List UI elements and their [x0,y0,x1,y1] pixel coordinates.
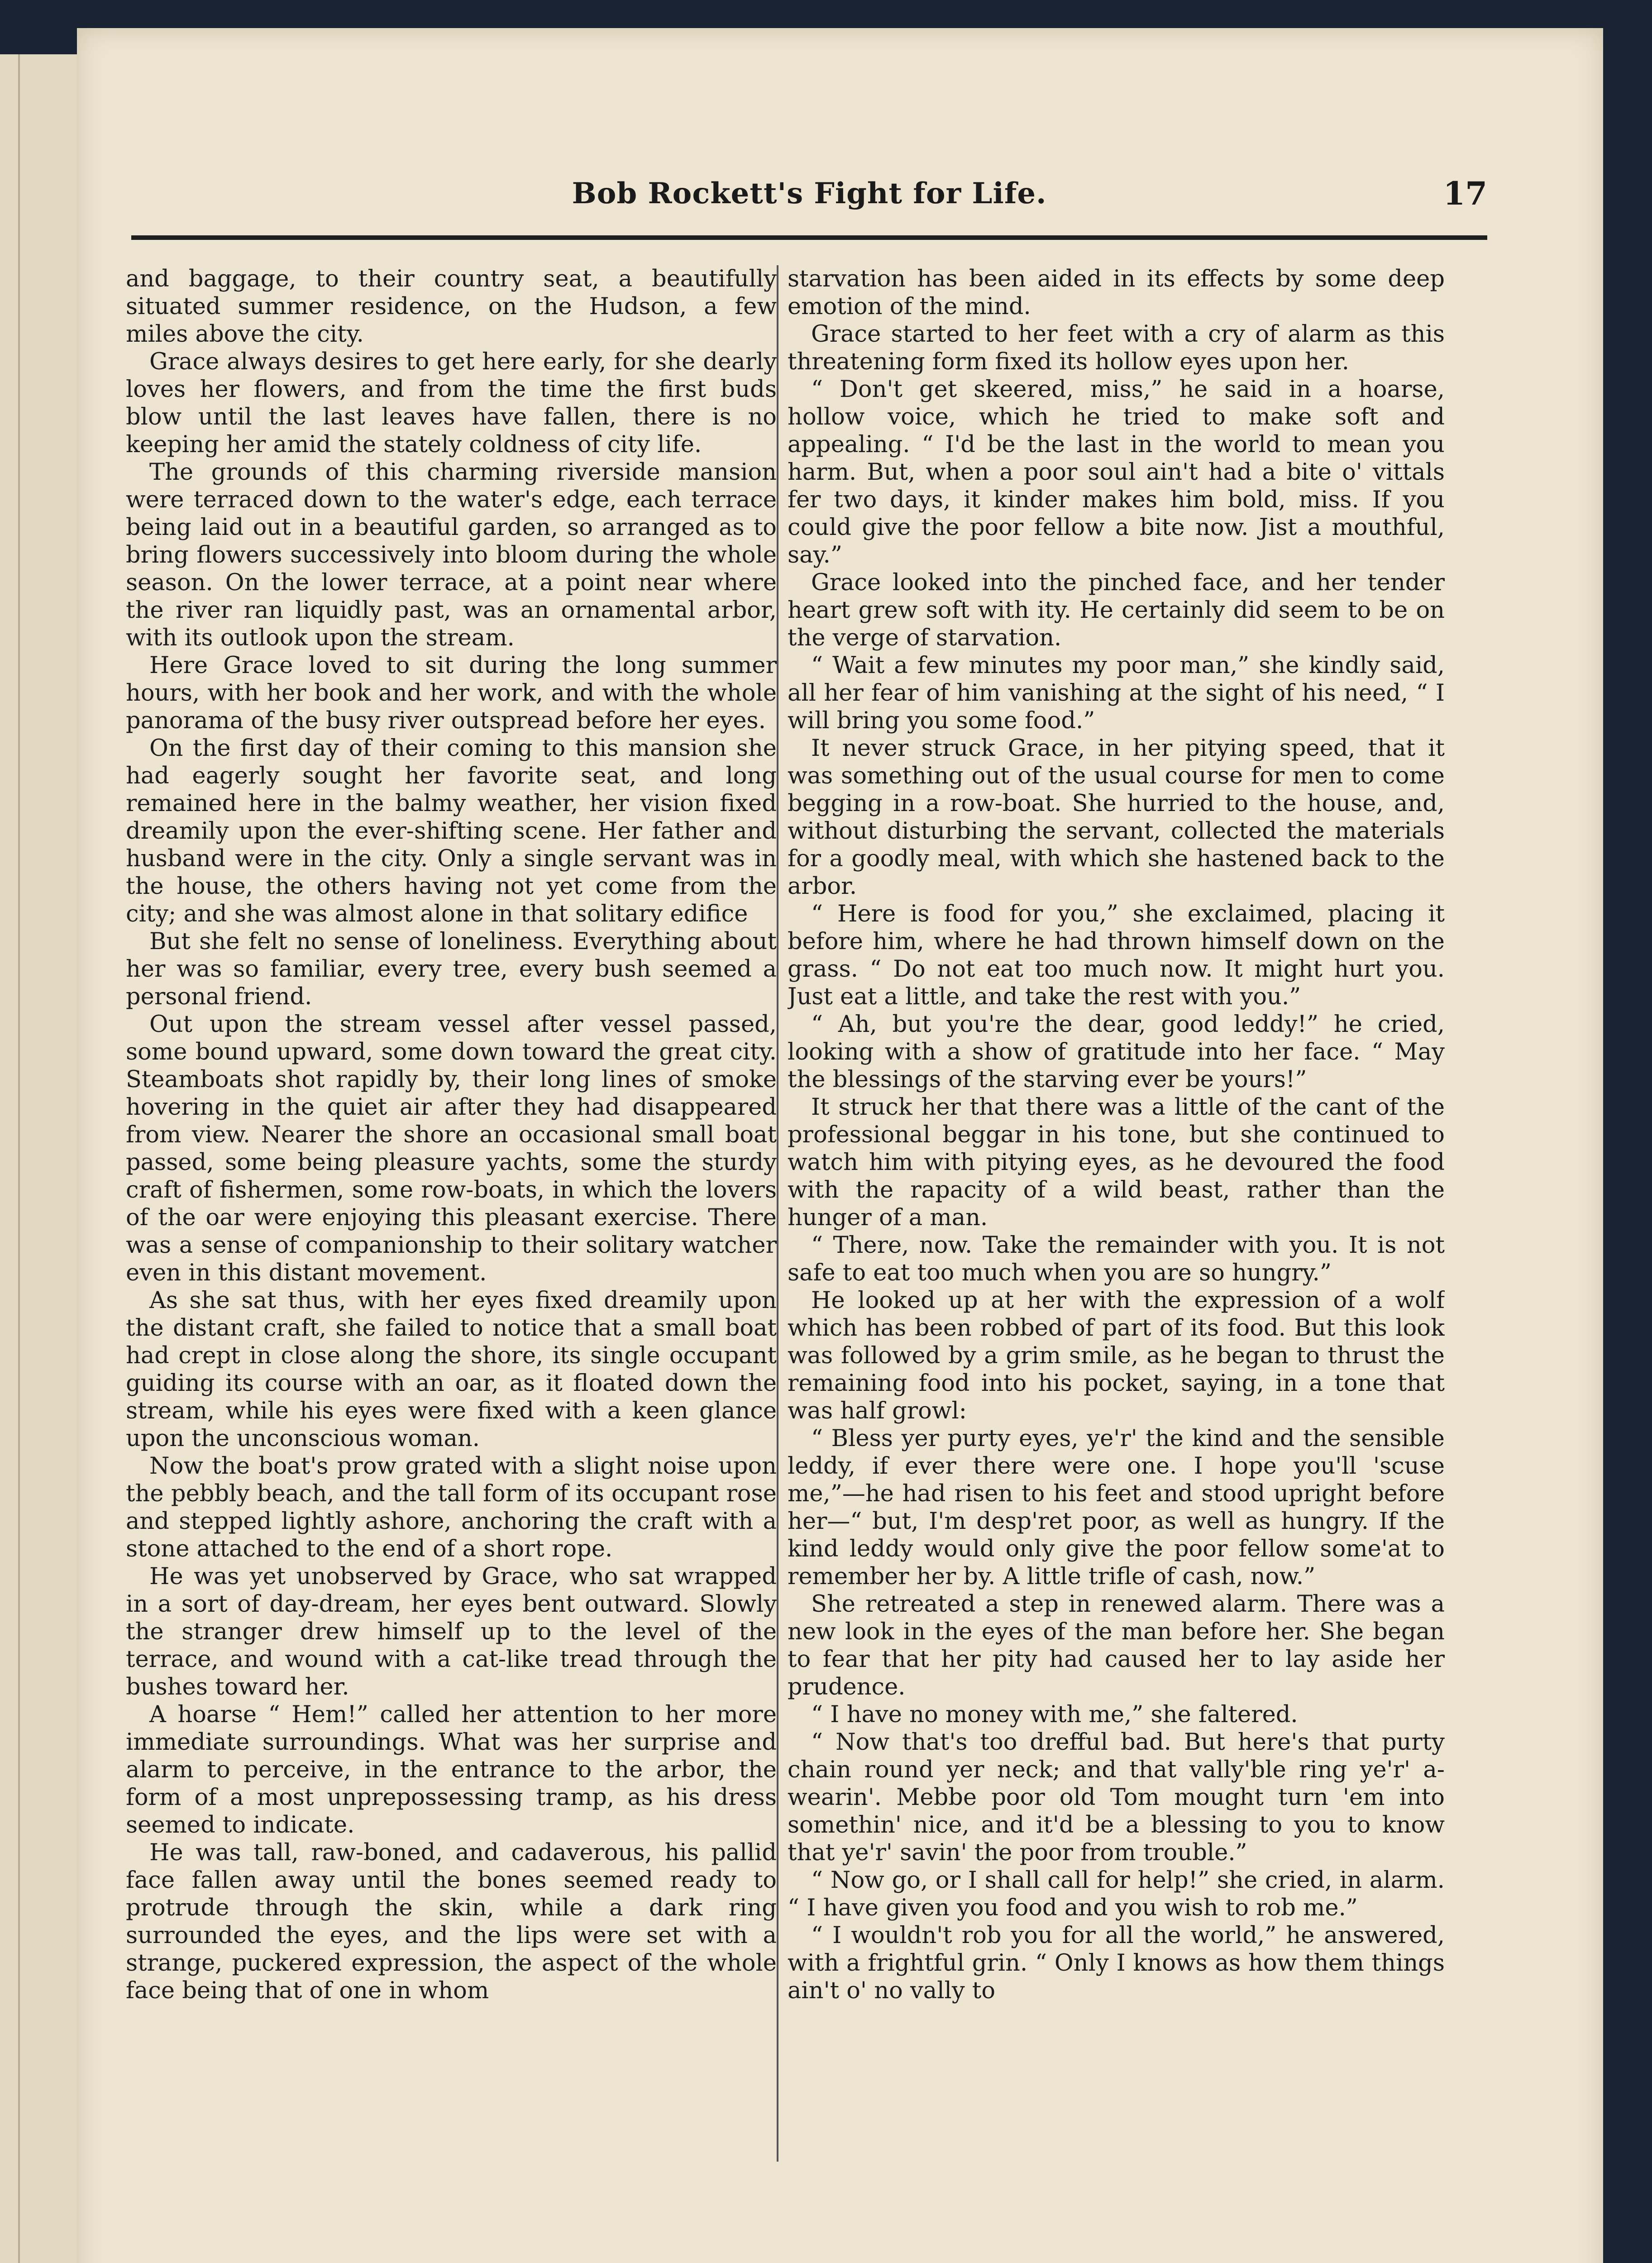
paragraph: A hoarse “ Hem!” called her attention to her more immediate surroundings. What was her surprise and alarm to perceive, in the entrance to the arbor, the form of a most unprepossessing tramp, as his dress seemed to indicate. [126,1701,777,1838]
paragraph: Grace started to her feet with a cry of alarm as this threatening form fixed its hollow eyes upon her. [788,321,1445,375]
paragraph: “ Bless yer purty eyes, ye'r' the kind and the sensible leddy, if ever there were one. I hope you'll 'scuse me,”—he had risen to his feet and stood upright before her—“ but, I'm desp'ret poor, as well as hungry. If the kind leddy would only give the poor fellow some'at to remember her by. A little trifle of cash, now.” [788,1425,1445,1590]
paragraph: “ There, now. Take the remainder with you. It is not safe to eat too much when you are so hungry.” [788,1232,1445,1286]
paragraph: and baggage, to their country seat, a beautifully situated summer residence, on the Hudson, a few miles above the city. [126,266,777,348]
paragraph: Now the boat's prow grated with a slight noise upon the pebbly beach, and the tall form of its occupant rose and stepped lightly ashore, anchoring the craft with a stone attached to the end of a short rope. [126,1453,777,1562]
paragraph: On the first day of their coming to this mansion she had eagerly sought her favorite seat, and long remained here in the balmy weather, her vision fixed dreamily upon the ever-shifting scene. Her father and husband were in the city. Only a single servant was in the house, the others having not yet come from the city; and she was almost alone in that solitary edifice [126,735,777,927]
paragraph: She retreated a step in renewed alarm. There was a new look in the eyes of the man before her. She began to fear that her pity had caused her to lay aside her prudence. [788,1591,1445,1700]
paragraph: “ Wait a few minutes my poor man,” she kindly said, all her fear of him vanishing at the sight of his need, “ I will bring you some food.” [788,652,1445,734]
paragraph: It never struck Grace, in her pitying speed, that it was something out of the usual course for men to come begging in a row-boat. She hurried to the house, and, without disturbing the servant, collected the materials for a goodly meal, with which she hastened back to the arbor. [788,735,1445,900]
running-head [131,177,1487,226]
paragraph: starvation has been aided in its effects by some deep emotion of the mind. [788,266,1445,320]
paragraph: “ I have no money with me,” she faltered. [811,1701,1298,1728]
paragraph: The grounds of this charming riverside mansion were terraced down to the water's edge, each terrace being laid out in a beautiful garden, so arranged as to bring flowers successively into bloom during the whole season. On the lower terrace, at a point near where the river ran liquidly past, was an ornamental arbor, with its outlook upon the stream. [126,459,777,651]
header-rule [131,235,1487,240]
paragraph: Out upon the stream vessel after vessel passed, some bound upward, some down toward the great city. Steamboats shot rapidly by, their long lines of smoke hovering in the quiet air after they had disappeared from view. Nearer the shore an occasional small boat passed, some being pleasure yachts, some the sturdy craft of fishermen, some row-boats, in which the lovers of the oar were enjoying this pleasant exercise. There was a sense of companionship to their solitary watcher even in this distant movement. [126,1011,777,1286]
paragraph: “ Don't get skeered, miss,” he said in a hoarse, hollow voice, which he tried to make soft and appealing. “ I'd be the last in the world to mean you harm. But, when a poor soul ain't had a bite o' vittals fer two days, it kinder makes him bold, miss. If you could give the poor fellow a bite now. Jist a mouthful, say.” [788,376,1445,568]
book-spine [0,54,80,2263]
column-divider [777,265,778,2162]
paragraph: Grace looked into the pinched face, and her tender heart grew soft with ity. He certainly did seem to be on the verge of starvation. [788,569,1445,651]
paragraph: Grace always desires to get here early, for she dearly loves her flowers, and from the time the first buds blow until the last leaves have fallen, there is no keeping her amid the stately coldness of city life. [126,349,777,458]
paragraph: “ Ah, but you're the dear, good leddy!” he cried, looking with a show of gratitude into her face. “ May the blessings of the starving ever be yours!” [788,1011,1445,1093]
paragraph: “ Now go, or I shall call for help!” she cried, in alarm. “ I have given you food and you wish to rob me.” [788,1867,1445,1921]
paragraph: He looked up at her with the expression of a wolf which has been robbed of part of its food. But this look was followed by a grim smile, as he began to thrust the remaining food into his pocket, saying, in a tone that was half growl: [788,1287,1445,1424]
paragraph: “ I wouldn't rob you for all the world,” he answered, with a frightful grin. “ Only I knows as how them things ain't o' no vally to [788,1922,1445,2004]
paragraph: Here Grace loved to sit during the long summer hours, with her book and her work, and with the whole panorama of the busy river outspread before her eyes. [126,652,777,734]
paragraph: He was tall, raw-boned, and cadaverous, his pallid face fallen away until the bones seemed ready to protrude through the skin, while a dark ring surrounded the eyes, and the lips were set with a strange, puckered expression, the aspect of the whole face being that of one in whom [126,1839,777,2004]
left-column [126,265,777,2166]
right-column [788,265,1445,2166]
paragraph: As she sat thus, with her eyes fixed dreamily upon the distant craft, she failed to notice that a small boat had crept in close along the shore, its single occupant guiding its course with an oar, as it floated down the stream, while his eyes were fixed with a keen glance upon the unconscious woman. [126,1287,777,1452]
running-title: Bob Rockett's Fight for Life. [572,177,1047,210]
paragraph: But she felt no sense of loneliness. Everything about her was so familiar, every tree, every bush seemed a personal friend. [126,928,777,1010]
paragraph: “ Now that's too drefful bad. But here's that purty chain round yer neck; and that vally'ble ring ye'r' a-wearin'. Mebbe poor old Tom mought turn 'em into somethin' nice, and it'd be a blessing to you to know that ye'r' savin' the poor from trouble.” [788,1729,1445,1866]
page-number: 17 [1443,175,1487,212]
paragraph: “ Here is food for you,” she exclaimed, placing it before him, where he had thrown himself down on the grass. “ Do not eat too much now. It might hurt you. Just eat a little, and take the rest with you.” [788,901,1445,1010]
paragraph: He was yet unobserved by Grace, who sat wrapped in a sort of day-dream, her eyes bent outward. Slowly the stranger drew himself up to the level of the terrace, and wound with a cat-like tread through the bushes toward her. [126,1563,777,1700]
paragraph: It struck her that there was a little of the cant of the professional beggar in his tone, but she continued to watch him with pitying eyes, as he devoured the food with the rapacity of a wild beast, rather than the hunger of a man. [788,1094,1445,1231]
spine-fold [18,54,20,2263]
